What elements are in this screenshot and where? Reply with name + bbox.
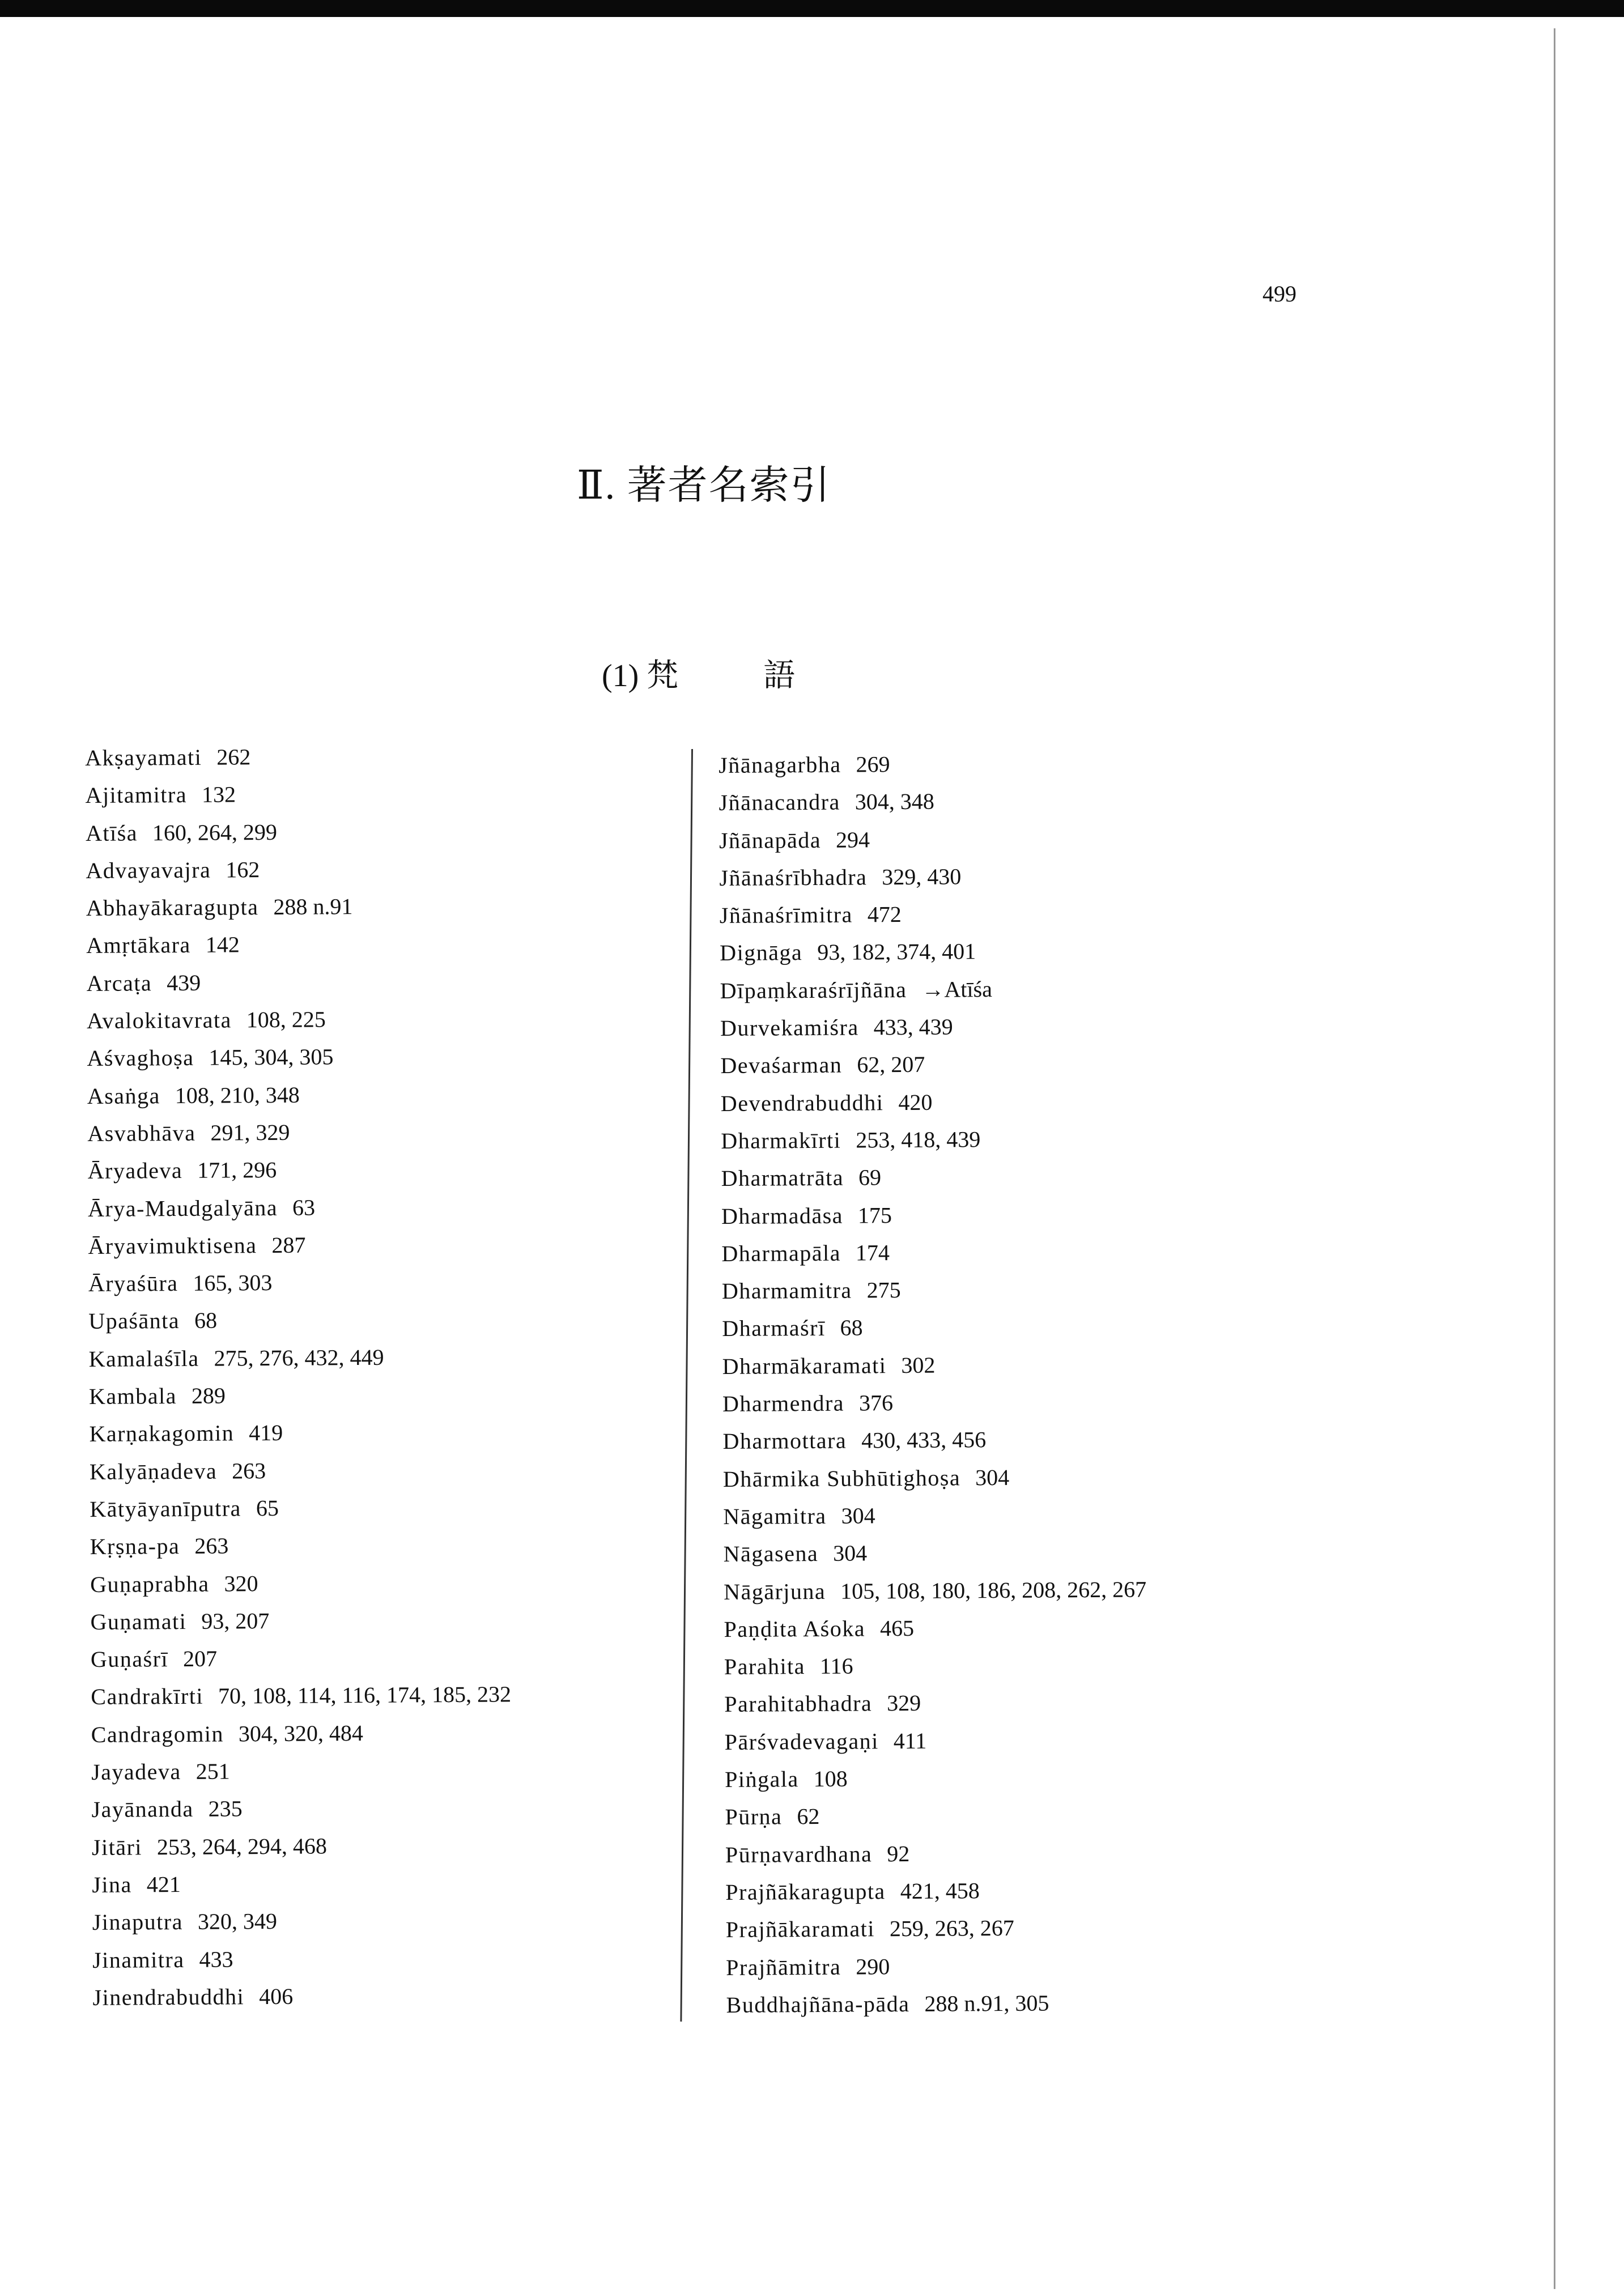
page-references: 70, 108, 114, 116, 174, 185, 232 (218, 1681, 512, 1709)
author-name: Pūrṇa (725, 1803, 783, 1830)
index-entry (724, 1533, 1146, 1573)
author-name: Parahitabhadra (724, 1690, 873, 1717)
author-name: Prajñākaragupta (725, 1878, 886, 1905)
index-entry (88, 1225, 508, 1265)
page-references: 263 (232, 1457, 266, 1484)
page-references: 302 (901, 1352, 936, 1378)
page-references: 165, 303 (193, 1270, 273, 1296)
author-name: Atīśa (85, 820, 138, 846)
author-name: Devendrabuddhi (720, 1089, 884, 1116)
page-references: 253, 264, 294, 468 (156, 1833, 328, 1860)
page-references: 294 (835, 826, 870, 853)
author-name: Kṛṣṇa-pa (90, 1533, 180, 1560)
index-entry (725, 1796, 1147, 1836)
author-name: Āryaśūra (88, 1270, 178, 1297)
page-references: 108, 210, 348 (175, 1082, 300, 1108)
index-entry (87, 1037, 507, 1078)
page-references: 376 (858, 1390, 894, 1416)
page-references: 63 (292, 1194, 316, 1220)
author-name: Durvekamiśra (720, 1014, 859, 1041)
page-references: 92 (887, 1840, 910, 1866)
author-name: Jina (92, 1871, 132, 1898)
page-references: 69 (858, 1164, 882, 1190)
author-name: Dharmākaramati (722, 1352, 887, 1379)
index-entry (725, 1871, 1148, 1911)
index-entry (90, 1488, 510, 1528)
column-divider (680, 749, 693, 2022)
index-entry (88, 1188, 508, 1228)
author-name: Prajñākaramati (725, 1916, 875, 1943)
index-entry (723, 1495, 1146, 1535)
author-name: Guṇamati (90, 1608, 187, 1635)
index-entry (88, 1300, 509, 1341)
page-references: 288 n.91 (273, 894, 353, 920)
index-entry (724, 1608, 1146, 1648)
author-name: Nāgamitra (723, 1503, 827, 1529)
author-name: Kamalaśīla (88, 1345, 199, 1372)
page-references: 406 (259, 1983, 294, 2009)
index-entry (87, 1000, 507, 1040)
author-name: Ārya-Maudgalyāna (87, 1194, 278, 1222)
page-references: 68 (840, 1314, 863, 1341)
author-name: Guṇaprabha (90, 1571, 210, 1597)
index-entry (89, 1375, 509, 1415)
author-name: Dharmatrāta (721, 1164, 844, 1192)
page-references: 275, 276, 432, 449 (214, 1344, 384, 1371)
author-name: Dharmakīrti (721, 1127, 841, 1154)
author-name: Guṇaśrī (90, 1646, 169, 1673)
page-references: 304, 320, 484 (238, 1720, 364, 1747)
page-references: 433, 439 (873, 1014, 953, 1040)
page-references: 290 (856, 1953, 890, 1980)
page-references: 142 (205, 931, 240, 958)
page-references: 433 (199, 1946, 233, 1972)
page-references: 320 (224, 1570, 258, 1597)
author-name: Prajñāmitra (726, 1954, 841, 1980)
author-name: Dīpaṃkaraśrījñāna (720, 976, 907, 1003)
index-entry (726, 1984, 1149, 2024)
page-references: 288 n.91, 305 (924, 1990, 1049, 2017)
author-name: Nāgārjuna (723, 1578, 826, 1605)
index-entry (723, 1458, 1146, 1498)
index-entry (91, 1639, 511, 1679)
index-entry (721, 1082, 1143, 1122)
page-references: 68 (194, 1308, 218, 1334)
page-references: 175 (857, 1202, 892, 1228)
author-name: Āryadeva (87, 1158, 183, 1184)
author-name: Upaśānta (88, 1308, 180, 1334)
index-entry (90, 1450, 510, 1491)
page-references: 132 (201, 781, 236, 808)
index-entry (726, 1946, 1149, 1986)
index-entry (719, 744, 1141, 784)
index-entry (719, 782, 1141, 822)
index-entry (86, 849, 506, 890)
author-name: Jñānaśrībhadra (719, 864, 868, 891)
index-entry (721, 1232, 1144, 1273)
author-name: Akṣayamati (85, 744, 202, 771)
scan-right-edge-line (1554, 28, 1555, 2289)
index-entry (92, 1939, 513, 1979)
author-name: Pūrṇavardhana (725, 1840, 873, 1867)
index-entry (92, 1901, 513, 1942)
author-name: Dharmapāla (721, 1240, 841, 1266)
author-name: Parahita (724, 1653, 806, 1680)
author-name: Dhārmika Subhūtighoṣa (722, 1465, 961, 1492)
index-entry (89, 1413, 509, 1453)
author-name: Ajitamitra (85, 782, 188, 809)
index-entry (724, 1646, 1147, 1686)
page-references: 145, 304, 305 (209, 1044, 334, 1071)
page-references: 235 (208, 1796, 243, 1822)
index-entry (721, 1120, 1143, 1160)
author-name: Dharmadāsa (721, 1202, 844, 1229)
index-entry (720, 895, 1142, 935)
author-name: Kātyāyanīputra (90, 1495, 241, 1522)
page-references: 105, 108, 180, 186, 208, 262, 267 (840, 1576, 1147, 1604)
subsection-title (602, 650, 795, 696)
index-entry (720, 1007, 1143, 1048)
index-entry (726, 1909, 1149, 1949)
page-references: 269 (856, 751, 890, 777)
index-entry (719, 819, 1142, 860)
index-entry (88, 1263, 509, 1303)
page-references: 329 (887, 1690, 921, 1716)
index-entry (720, 1045, 1143, 1085)
index-entry (725, 1833, 1148, 1874)
index-entry (725, 1758, 1147, 1798)
page-number: 499 (1262, 281, 1296, 307)
author-name: Jinaputra (92, 1909, 184, 1935)
author-name: Dharmaśrī (722, 1315, 826, 1342)
index-entry (86, 812, 506, 852)
section-title: Ⅱ. 著者名索引 (577, 464, 831, 508)
page-references: 287 (271, 1232, 306, 1258)
page-references: 253, 418, 439 (856, 1126, 981, 1153)
index-entry (724, 1683, 1147, 1724)
page-references: 62 (797, 1803, 820, 1830)
index-entry (722, 1270, 1145, 1311)
author-name: Kambala (88, 1383, 177, 1410)
index-entry (92, 1826, 512, 1866)
author-name: Jitāri (91, 1834, 143, 1860)
index-entry (722, 1420, 1145, 1461)
author-name: Jinendrabuddhi (92, 1984, 245, 2010)
index-entry (87, 1075, 508, 1115)
index-entry (720, 932, 1142, 972)
author-name: Buddhajñāna-pāda (726, 1990, 910, 2018)
page-references: →Atīśa (921, 976, 993, 1002)
author-name: Jñānapāda (719, 827, 822, 853)
subsection-char-right: 語 (763, 658, 796, 694)
page-references: 421 (146, 1871, 181, 1898)
author-name: Asaṅga (87, 1082, 160, 1109)
index-entry (92, 1864, 512, 1904)
index-entry (90, 1563, 511, 1603)
author-name: Candragomin (91, 1721, 224, 1747)
author-name: Avalokitavrata (86, 1007, 232, 1034)
author-name: Jñānacandra (719, 789, 840, 816)
index-entry (86, 962, 507, 1002)
page-references: 65 (256, 1495, 279, 1521)
page-references: 162 (226, 857, 260, 883)
index-entry (92, 1976, 513, 2017)
page-references: 320, 349 (197, 1908, 278, 1935)
page-references: 419 (249, 1420, 283, 1446)
author-name: Arcaṭa (86, 970, 152, 996)
index-entry (85, 737, 505, 777)
author-name: Dharmottara (722, 1427, 847, 1454)
page-references: 421, 458 (900, 1878, 980, 1904)
index-entry (722, 1345, 1145, 1385)
author-name: Dignāga (720, 939, 803, 966)
page-references: 420 (898, 1089, 933, 1115)
page-references: 411 (893, 1728, 927, 1754)
index-entry (725, 1721, 1147, 1761)
index-column-left (85, 737, 513, 2017)
page-references: 304 (975, 1464, 1010, 1490)
page-references: 329, 430 (882, 863, 962, 890)
page-references: 304, 348 (854, 788, 934, 815)
index-entry (720, 969, 1142, 1010)
page-references: 430, 433, 456 (861, 1427, 987, 1453)
author-name: Karṇakagomin (89, 1420, 235, 1447)
author-name: Amṛtākara (86, 932, 191, 959)
index-entry (91, 1789, 512, 1829)
author-name: Kalyāṇadeva (89, 1458, 218, 1484)
index-entry (91, 1751, 512, 1791)
page-references: 472 (867, 901, 902, 928)
author-name: Jayadeva (91, 1759, 181, 1785)
index-entry (87, 1150, 508, 1190)
subsection-number: (1) (602, 658, 639, 694)
index-entry (90, 1526, 511, 1566)
page-references: 62, 207 (857, 1052, 925, 1078)
page-references: 207 (182, 1645, 218, 1672)
page-references: 291, 329 (210, 1119, 290, 1146)
author-name: Devaśarman (720, 1052, 843, 1079)
index-entry (724, 1571, 1146, 1611)
page-references: 275 (866, 1277, 901, 1303)
page-references: 439 (167, 969, 201, 996)
author-name: Jñānaśrīmitra (719, 901, 853, 929)
index-entry (85, 775, 505, 815)
page-references: 263 (194, 1533, 229, 1559)
index-entry (91, 1676, 511, 1716)
page-references: 108, 225 (246, 1006, 326, 1033)
author-name: Abhayākaragupta (86, 894, 259, 921)
author-name: Paṇḍita Aśoka (724, 1615, 866, 1642)
index-entry (90, 1601, 511, 1641)
page-references: 93, 182, 374, 401 (817, 938, 976, 965)
author-name: Dharmamitra (721, 1277, 852, 1304)
index-entry (721, 1195, 1144, 1235)
index-entry (719, 857, 1142, 897)
page-references: 251 (195, 1758, 230, 1784)
author-name: Āryavimuktisena (88, 1232, 257, 1259)
author-name: Nāgasena (723, 1541, 819, 1567)
scan-top-edge (0, 0, 1624, 17)
author-name: Jñānagarbha (719, 751, 841, 778)
page-references: 289 (191, 1382, 226, 1409)
page-references: 171, 296 (197, 1157, 277, 1184)
page-references: 160, 264, 299 (152, 819, 278, 845)
index-entry (91, 1713, 512, 1754)
author-name: Aśvaghoṣa (87, 1045, 194, 1071)
page-references: 108 (813, 1766, 848, 1792)
page-references: 93, 207 (201, 1607, 270, 1634)
author-name: Asvabhāva (87, 1120, 196, 1146)
page-references: 259, 263, 267 (889, 1915, 1014, 1942)
page-references: 262 (216, 744, 251, 770)
page-references: 174 (855, 1240, 890, 1266)
index-entry (722, 1382, 1145, 1423)
index-entry (86, 887, 507, 928)
index-entry (722, 1308, 1145, 1348)
index-entry (721, 1158, 1143, 1198)
subsection-char-left: 梵 (647, 658, 679, 694)
page-references: 465 (879, 1615, 915, 1641)
author-name: Jinamitra (92, 1946, 185, 1973)
author-name: Jayānanda (91, 1796, 194, 1823)
index-entry (88, 1338, 509, 1378)
index-column-right (719, 744, 1149, 2024)
author-name: Pārśvadevagaṇi (724, 1728, 879, 1755)
page-references: 116 (819, 1653, 853, 1679)
author-name: Dharmendra (722, 1390, 845, 1417)
author-name: Piṅgala (724, 1766, 799, 1792)
page-references: 304 (833, 1540, 868, 1567)
index-entry (86, 925, 507, 965)
author-name: Advayavajra (86, 857, 211, 883)
author-name: Candrakīrti (91, 1683, 204, 1710)
page-references: 304 (841, 1503, 875, 1529)
index-entry (87, 1112, 508, 1152)
